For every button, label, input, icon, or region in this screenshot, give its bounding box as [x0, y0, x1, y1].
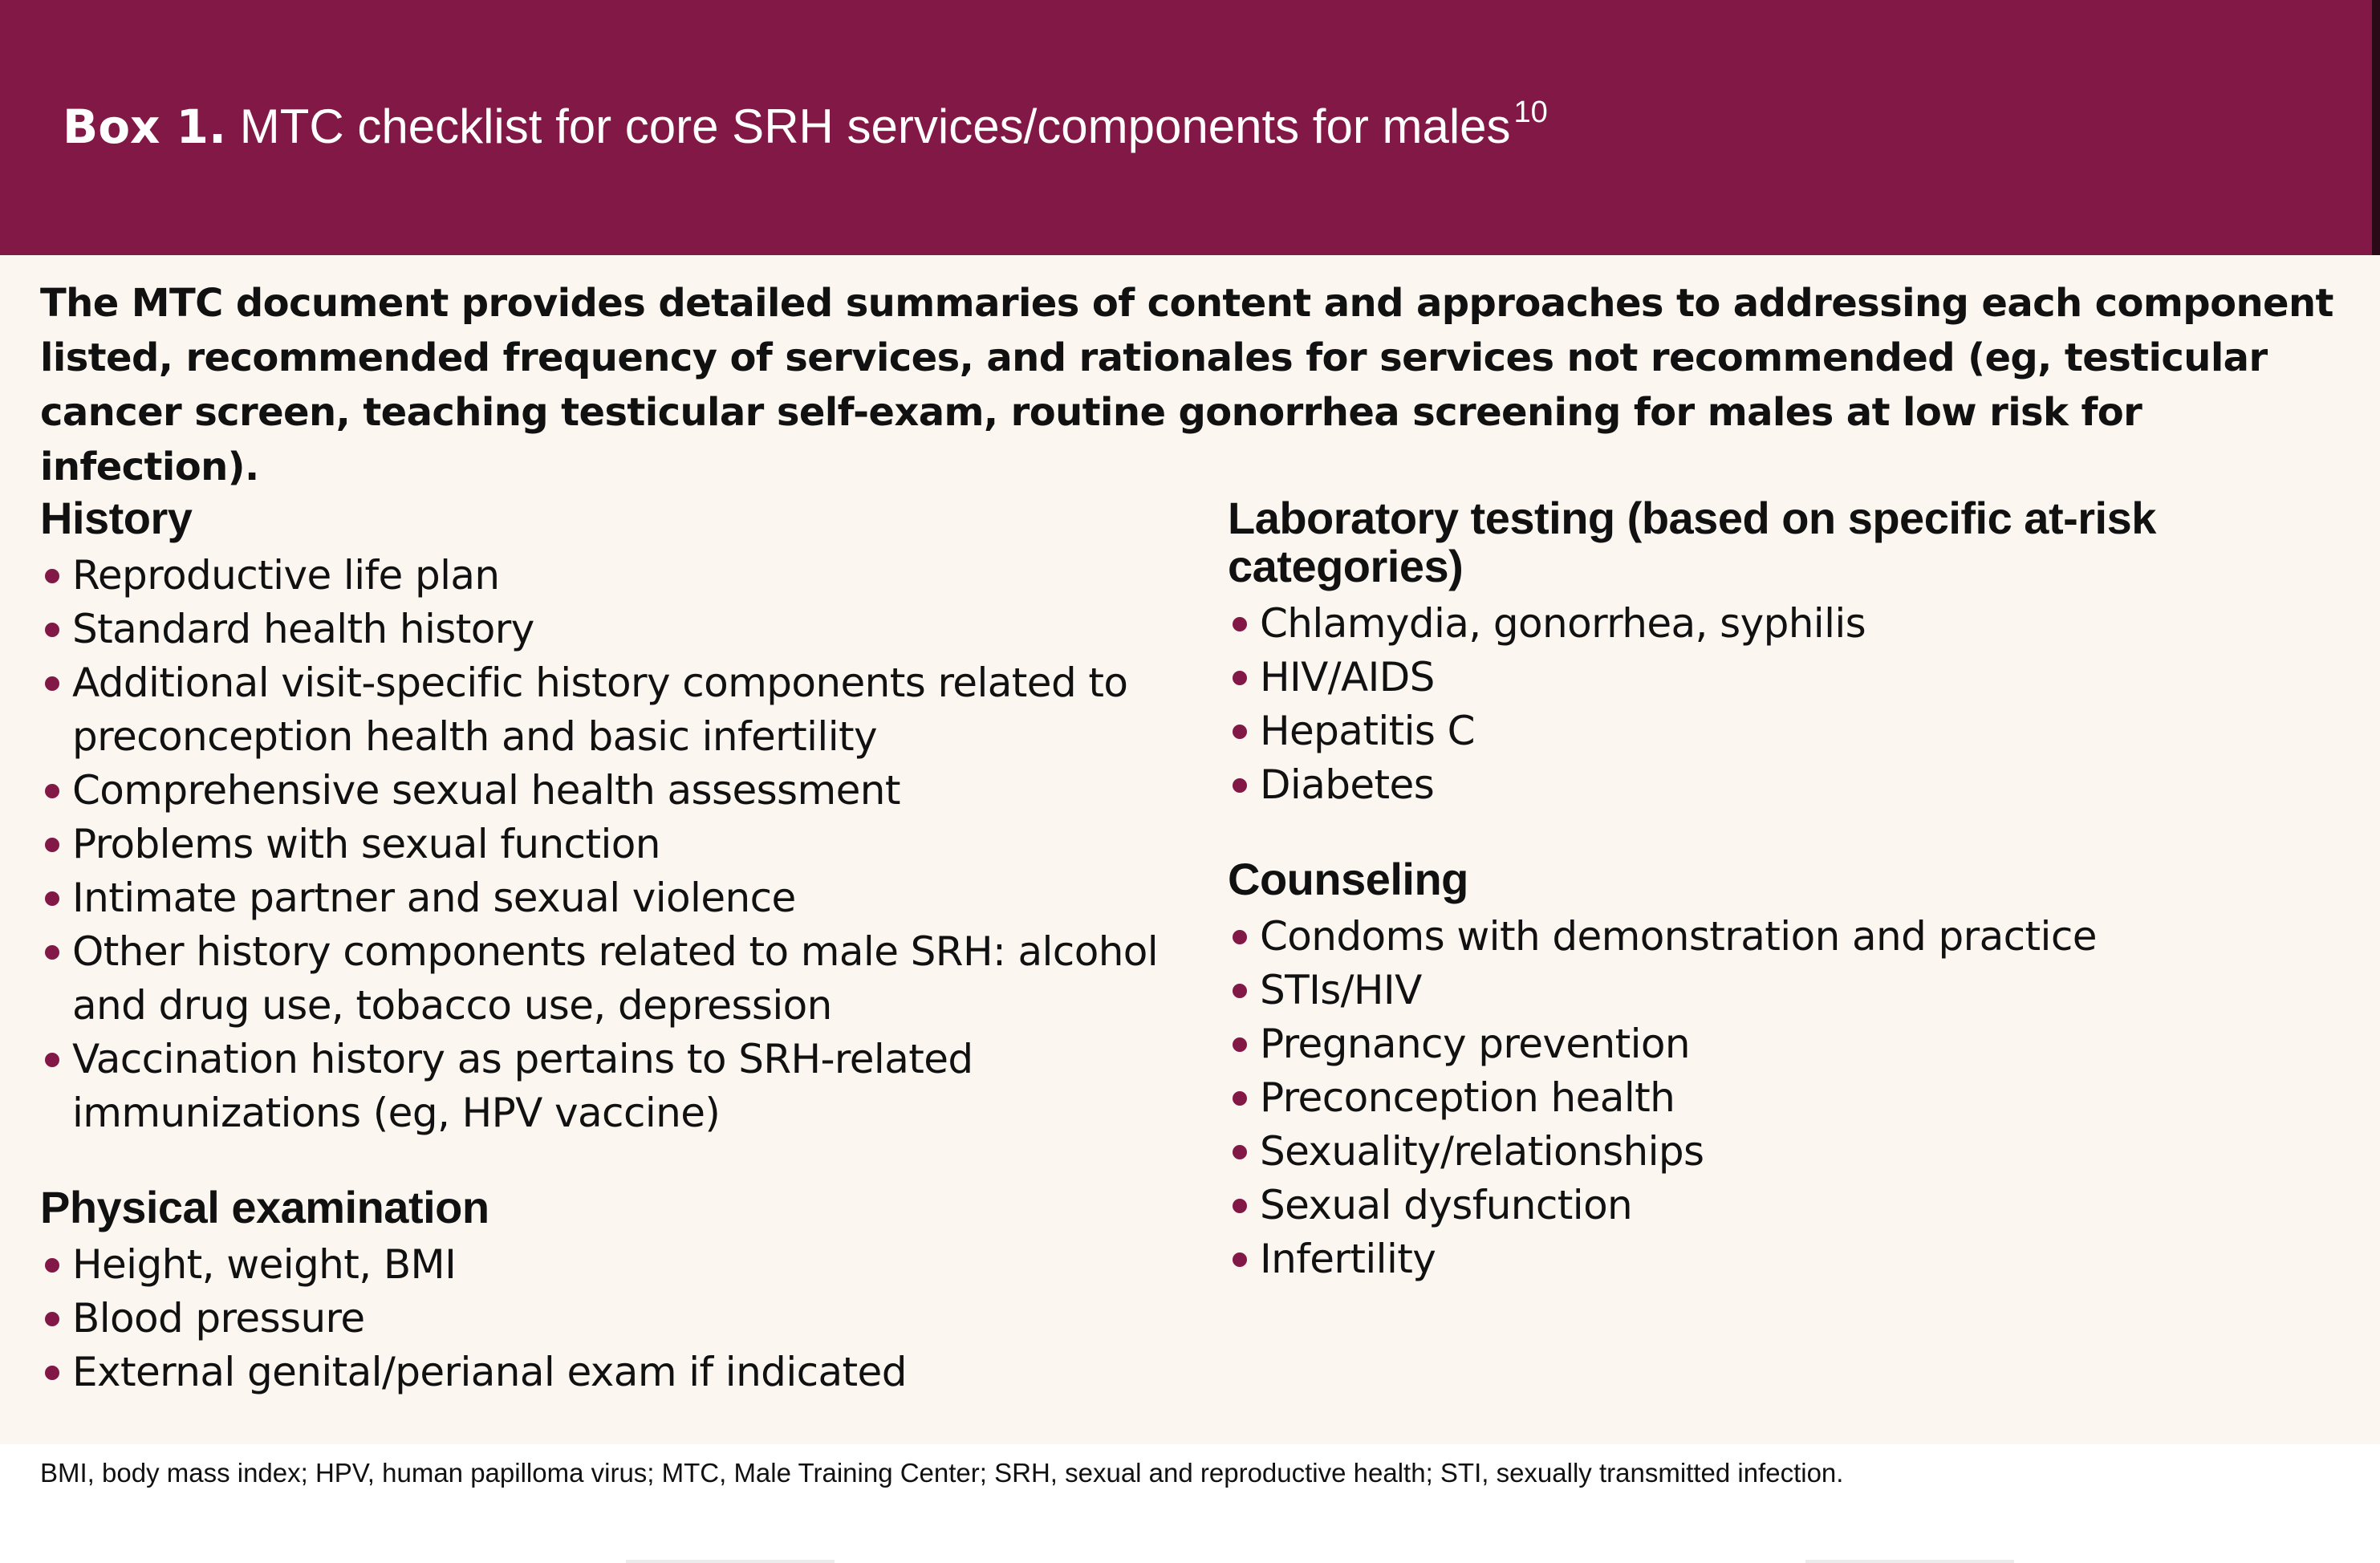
checklist-item	[1228, 758, 2351, 812]
checklist-item	[1228, 1017, 2351, 1071]
checklist	[40, 1238, 1180, 1399]
checklist-item-text: Other history components related to male SRH: alcohol and drug use, tobacco use, depression	[72, 928, 1159, 1029]
checklist-item	[40, 818, 1180, 871]
bullet-icon	[1233, 1252, 1247, 1267]
bullet-icon	[45, 1312, 59, 1326]
checklist-item	[40, 549, 1180, 603]
checklist	[1228, 910, 2351, 1286]
bullet-icon	[1233, 984, 1247, 998]
bullet-icon	[1233, 1037, 1247, 1052]
checklist-item-text: Blood pressure	[72, 1295, 365, 1342]
checklist	[1228, 597, 2351, 812]
bullet-icon	[45, 676, 59, 691]
checklist-item	[1228, 1232, 2351, 1286]
checklist-item-text: STIs/HIV	[1260, 967, 1422, 1013]
section-physical-examination	[40, 1183, 1180, 1399]
bullet-icon	[45, 569, 59, 583]
checklist-item-text: Comprehensive sexual health assessment	[72, 767, 900, 814]
bullet-icon	[1233, 778, 1247, 793]
checklist-item	[40, 603, 1180, 656]
checklist-item	[40, 1292, 1180, 1346]
section-title: Physical examination	[40, 1182, 489, 1232]
checklist-item-text: Diabetes	[1260, 761, 1435, 808]
bullet-icon	[1233, 1091, 1247, 1106]
section-counseling	[1228, 855, 2351, 1286]
bullet-icon	[45, 1366, 59, 1380]
checklist-item	[1228, 1125, 2351, 1179]
section-title: Counseling	[1228, 854, 1468, 904]
box-title-text: MTC checklist for core SRH services/components for males	[239, 99, 1511, 153]
bullet-icon	[45, 1053, 59, 1067]
divider-fragment	[1805, 1560, 2014, 1563]
bullet-icon	[1233, 617, 1247, 631]
section-title: History	[40, 493, 193, 543]
box-title	[63, 95, 1548, 165]
checklist-item-text: Infertility	[1260, 1236, 1436, 1282]
checklist-item	[40, 656, 1180, 764]
right-column	[1228, 494, 2351, 1330]
box-label: Box 1.	[63, 99, 227, 154]
checklist	[40, 549, 1180, 1140]
bullet-icon	[45, 838, 59, 852]
checklist-item	[40, 764, 1180, 818]
checklist-item-text: Additional visit-specific history components related to preconception health and basic infertility	[72, 660, 1128, 760]
checklist-item-text: External genital/perianal exam if indicated	[72, 1349, 907, 1395]
bullet-icon	[45, 784, 59, 798]
checklist-item-text: Vaccination history as pertains to SRH-related immunizations (eg, HPV vaccine)	[72, 1036, 973, 1136]
citation-superscript: 10	[1513, 95, 1548, 129]
checklist-item-text: Reproductive life plan	[72, 552, 500, 599]
checklist-item	[1228, 964, 2351, 1017]
checklist-item	[1228, 651, 2351, 704]
section-title: Laboratory testing (based on specific at-risk categories)	[1228, 493, 2156, 591]
bullet-icon	[1233, 725, 1247, 739]
bullet-icon	[1233, 671, 1247, 685]
bullet-icon	[45, 891, 59, 906]
checklist-item-text: Standard health history	[72, 606, 534, 652]
intro-paragraph: The MTC document provides detailed summaries of content and approaches to addressing each component listed, recommended frequency of services, and rationales for services not recommended (eg, testicular cancer screen, teaching testicular self-exam, routine gonorrhea screening for males at low risk for infection).	[40, 281, 2333, 489]
checklist-item	[40, 871, 1180, 925]
checklist-item	[1228, 1179, 2351, 1232]
checklist-item-text: Sexuality/relationships	[1260, 1128, 1704, 1175]
bullet-icon	[1233, 1199, 1247, 1213]
checklist-item-text: Intimate partner and sexual violence	[72, 875, 796, 921]
checklist-item-text: Preconception health	[1260, 1074, 1675, 1121]
checklist-item	[40, 1346, 1180, 1399]
checklist-item	[1228, 597, 2351, 651]
bullet-icon	[45, 623, 59, 637]
bullet-icon	[45, 945, 59, 960]
bullet-icon	[45, 1258, 59, 1273]
header-edge	[2372, 0, 2380, 255]
checklist-item-text: Sexual dysfunction	[1260, 1182, 1633, 1228]
checklist-item-text: Condoms with demonstration and practice	[1260, 913, 2097, 960]
checklist-item	[1228, 704, 2351, 758]
checklist-item-text: Height, weight, BMI	[72, 1241, 457, 1288]
box-header	[0, 0, 2375, 255]
checklist-item-text: HIV/AIDS	[1260, 654, 1435, 700]
left-column	[40, 494, 1180, 1443]
checklist-item-text: Hepatitis C	[1260, 708, 1475, 754]
checklist-item	[40, 925, 1180, 1033]
checklist-item	[40, 1033, 1180, 1140]
checklist-item-text: Pregnancy prevention	[1260, 1021, 1690, 1067]
checklist-item	[40, 1238, 1180, 1292]
divider-fragment	[626, 1560, 835, 1563]
bullet-icon	[1233, 930, 1247, 944]
footnote: BMI, body mass index; HPV, human papilloma virus; MTC, Male Training Center; SRH, sexual and reproductive health; STI, sexually transmitted infection.	[40, 1458, 1844, 1488]
checklist-item	[1228, 910, 2351, 964]
checklist-item-text: Problems with sexual function	[72, 821, 660, 867]
checklist-item-text: Chlamydia, gonorrhea, syphilis	[1260, 600, 1866, 647]
section-history	[40, 494, 1180, 1140]
checklist-item	[1228, 1071, 2351, 1125]
section-laboratory-testing-based-on-specific-at-	[1228, 494, 2351, 812]
bullet-icon	[1233, 1145, 1247, 1159]
